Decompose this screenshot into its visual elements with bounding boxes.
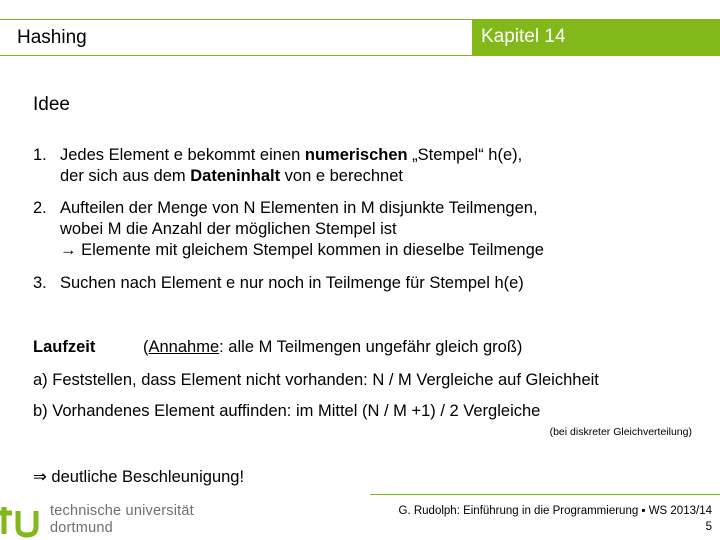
item-1-line-2: der sich aus dem Dateninhalt von e berechnet bbox=[60, 167, 403, 185]
list-number-3: 3. bbox=[33, 274, 47, 292]
laufzeit-label: Laufzeit bbox=[33, 338, 96, 356]
slide-title: Hashing bbox=[17, 27, 87, 48]
university-line-1: technische universität bbox=[50, 503, 194, 519]
implies-icon: ⇒ bbox=[33, 468, 47, 486]
list-number-2: 2. bbox=[33, 199, 47, 217]
section-heading: Idee bbox=[33, 94, 70, 115]
laufzeit-assumption: (Annahme: alle M Teilmengen ungefähr gleich groß) bbox=[143, 338, 523, 356]
page-number: 5 bbox=[705, 521, 712, 533]
distribution-note: (bei diskreter Gleichverteilung) bbox=[549, 426, 692, 438]
item-1-line-1: Jedes Element e bekommt einen numerischen „Stempel“ h(e), bbox=[60, 146, 523, 164]
header-chapter-bar bbox=[472, 19, 720, 56]
conclusion: ⇒ deutliche Beschleunigung! bbox=[33, 468, 245, 486]
footer-credit-text: G. Rudolph: Einführung in die Programmierung ▪ WS 2013/14 bbox=[398, 505, 712, 517]
item-2-line-2: wobei M die Anzahl der möglichen Stempel ist bbox=[60, 220, 397, 238]
list-number-1: 1. bbox=[33, 146, 47, 164]
case-b-text: b) Vorhandenes Element auffinden: im Mittel (N / M +1) / 2 Vergleiche bbox=[33, 402, 541, 420]
chapter-label: Kapitel 14 bbox=[481, 26, 566, 47]
header-title-bar bbox=[0, 19, 472, 56]
item-2-line-3: → Elemente mit gleichem Stempel kommen in dieselbe Teilmenge bbox=[60, 241, 544, 259]
footer-credit bbox=[399, 503, 712, 535]
item-3-line-1: Suchen nach Element e nur noch in Teilmenge für Stempel h(e) bbox=[60, 274, 524, 292]
university-name bbox=[50, 503, 194, 537]
item-2-line-1: Aufteilen der Menge von N Elementen in M disjunkte Teilmengen, bbox=[60, 199, 538, 217]
case-a-text: a) Feststellen, dass Element nicht vorhanden: N / M Vergleiche auf Gleichheit bbox=[33, 371, 599, 389]
university-line-2: dortmund bbox=[50, 520, 113, 536]
footer-divider bbox=[370, 494, 720, 495]
